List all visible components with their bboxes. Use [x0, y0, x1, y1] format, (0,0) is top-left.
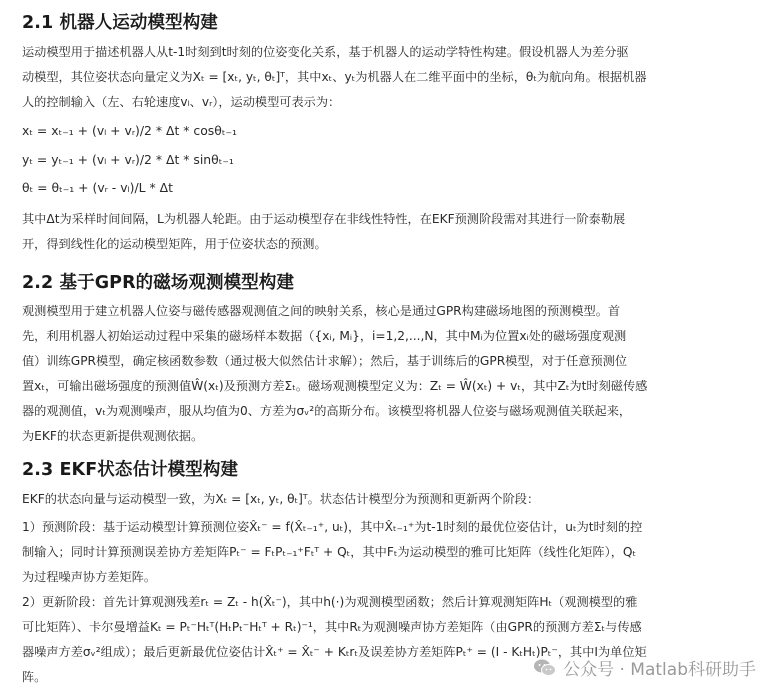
wechat-icon — [533, 658, 557, 678]
paragraph-line: 可比矩阵）、卡尔曼增益Kₜ = Pₜ⁻Hₜᵀ(HₜPₜ⁻Hₜᵀ + Rₜ)⁻¹，其中Rₜ为观测噪声协方差矩阵（由GPR的预测方差Σₜ与传感 — [22, 620, 642, 634]
prediction-step — [22, 515, 642, 590]
section-2-1-intro — [22, 40, 647, 115]
section-2-2-title: 2.2 基于GPR的磁场观测模型构建 — [22, 273, 295, 293]
section-2-3-title: 2.3 EKF状态估计模型构建 — [22, 460, 239, 480]
watermark — [533, 655, 756, 680]
paragraph-line: 运动模型用于描述机器人从t-1时刻到t时刻的位姿变化关系，基于机器人的运动学特性构建。假设机器人为差分驱 — [22, 45, 629, 59]
paragraph-line: 值）训练GPR模型，确定核函数参数（通过极大似然估计求解）；然后，基于训练后的GPR模型，对于任意预测位 — [22, 354, 628, 368]
equation-y: yₜ = yₜ₋₁ + (vₗ + vᵣ)/2 * Δt * sinθₜ₋₁ — [22, 152, 234, 167]
paragraph-line: 制输入；同时计算预测误差协方差矩阵Pₜ⁻ = FₜPₜ₋₁⁺Fₜᵀ + Qₜ，其中Fₜ为运动模型的雅可比矩阵（线性化矩阵），Qₜ — [22, 545, 637, 559]
paragraph-line: 1）预测阶段：基于运动模型计算预测位姿X̂ₜ⁻ = f(X̂ₜ₋₁⁺, uₜ)，其中X̂ₜ₋₁⁺为t-1时刻的最优位姿估计，uₜ为t时刻的控 — [22, 520, 643, 534]
paragraph-line: 动模型，其位姿状态向量定义为Xₜ = [xₜ, yₜ, θₜ]ᵀ，其中xₜ、yₜ为机器人在二维平面中的坐标，θₜ为航向角。根据机器 — [22, 70, 647, 84]
section-2-1-title: 2.1 机器人运动模型构建 — [22, 13, 218, 33]
paragraph-line: 开，得到线性化的运动模型矩阵，用于位姿状态的预测。 — [22, 237, 327, 251]
paragraph-line: 为过程噪声协方差矩阵。 — [22, 570, 157, 584]
paragraph-line: 阵。 — [22, 670, 47, 684]
equation-theta: θₜ = θₜ₋₁ + (vᵣ - vₗ)/L * Δt — [22, 180, 173, 195]
paragraph-line: 置xₜ，可输出磁场强度的预测值Ŵ(xₜ)及预测方差Σₜ。磁场观测模型定义为：Zₜ = Ŵ(xₜ) + vₜ，其中Zₜ为t时刻磁传感 — [22, 379, 648, 393]
paragraph-line: 先，利用机器人初始运动过程中采集的磁场样本数据（{xᵢ, Mᵢ}，i=1,2,...,N，其中Mᵢ为位置xᵢ处的磁场强度观测 — [22, 329, 627, 343]
section-2-1-after — [22, 207, 625, 257]
paragraph-line: 人的控制输入（左、右轮速度vₗ、vᵣ），运动模型可表示为： — [22, 95, 341, 109]
paragraph-line: 器的观测值，vₜ为观测噪声，服从均值为0、方差为σᵥ²的高斯分布。该模型将机器人位姿与磁场观测值关联起来， — [22, 404, 632, 418]
paragraph-line: 为EKF的状态更新提供观测依据。 — [22, 429, 204, 443]
equation-x: xₜ = xₜ₋₁ + (vₗ + vᵣ)/2 * Δt * cosθₜ₋₁ — [22, 123, 237, 138]
section-2-2-body — [22, 299, 647, 449]
paragraph-line: 器噪声方差σᵥ²组成）；最后更新最优位姿估计X̂ₜ⁺ = X̂ₜ⁻ + Kₜrₜ及误差协方差矩阵Pₜ⁺ = (I - KₜHₜ)Pₜ⁻，其中I为单位矩 — [22, 645, 647, 659]
paragraph-line: 观测模型用于建立机器人位姿与磁传感器观测值之间的映射关系，核心是通过GPR构建磁场地图的预测模型。首 — [22, 304, 621, 318]
paragraph-line: 其中Δt为采样时间间隔，L为机器人轮距。由于运动模型存在非线性特性，在EKF预测阶段需对其进行一阶泰勒展 — [22, 212, 626, 226]
section-2-3-intro: EKF的状态向量与运动模型一致，为Xₜ = [xₜ, yₜ, θₜ]ᵀ。状态估计模型分为预测和更新两个阶段： — [22, 492, 540, 506]
watermark-text: 公众号 · Matlab科研助手 — [563, 660, 756, 680]
paragraph-line: 2）更新阶段：首先计算观测残差rₜ = Zₜ - h(X̂ₜ⁻)，其中h(·)为观测模型函数；然后计算观测矩阵Hₜ（观测模型的雅 — [22, 595, 638, 609]
